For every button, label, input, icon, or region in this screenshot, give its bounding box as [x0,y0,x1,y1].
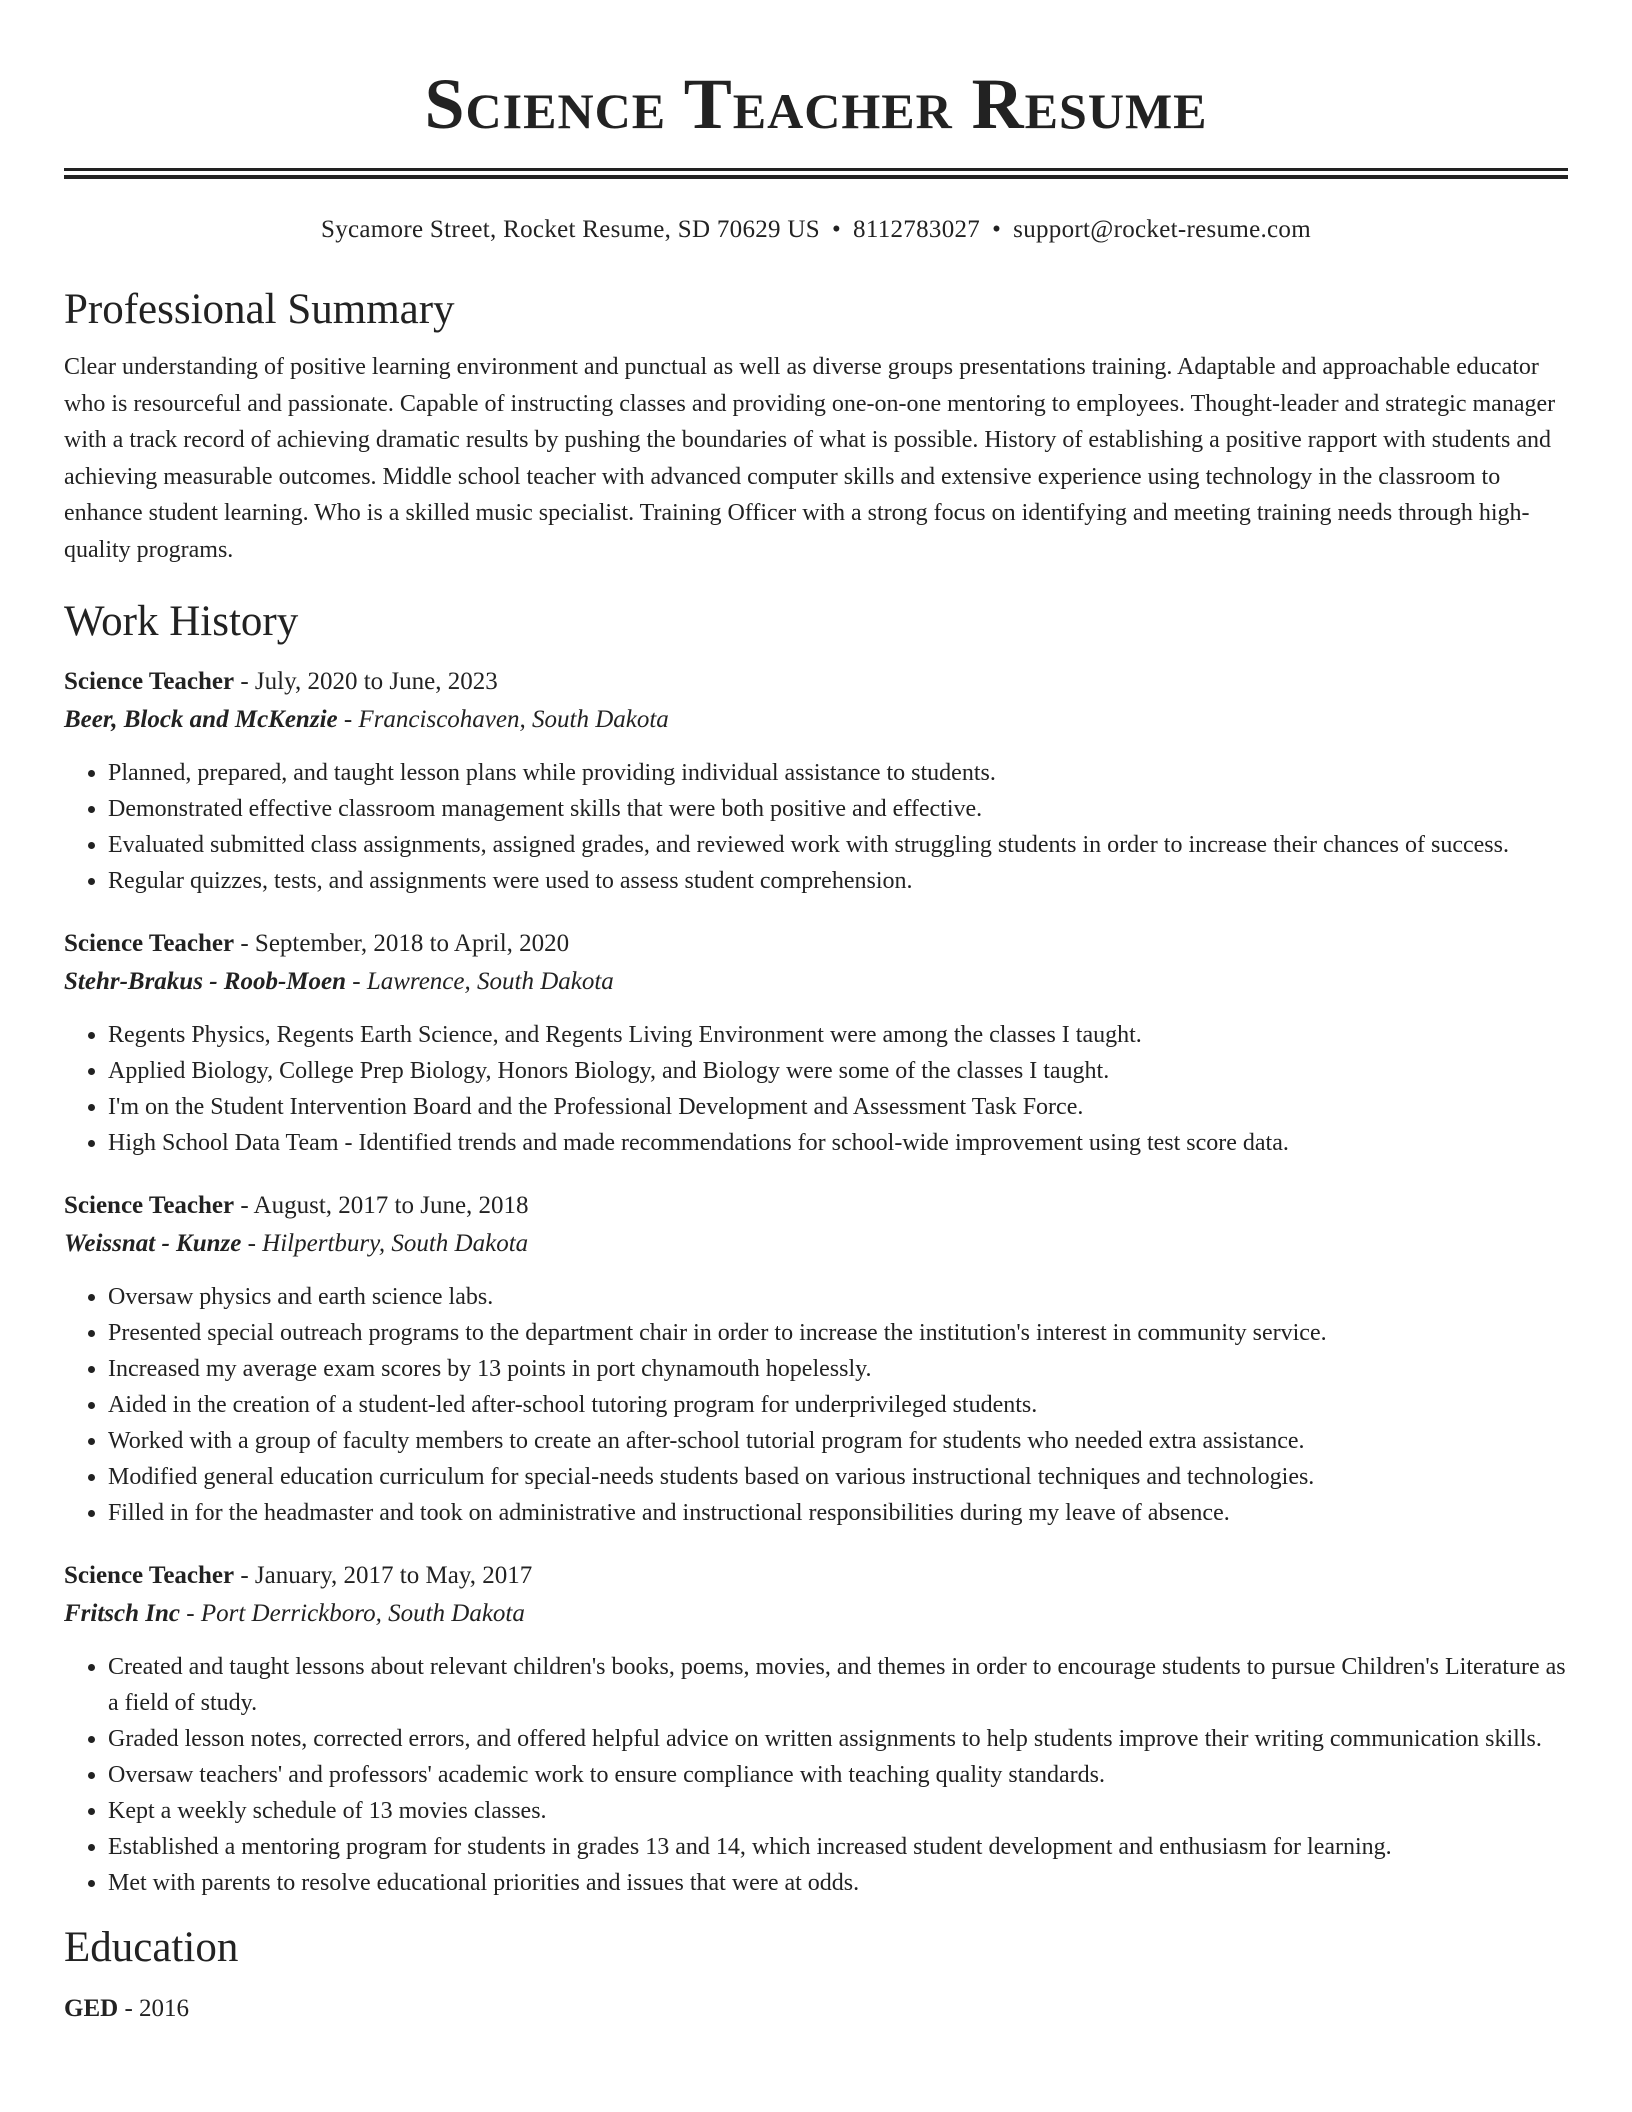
job-entry [64,925,1568,1161]
job-company-line [64,1595,1568,1633]
job-company-line [64,701,1568,739]
job-bullet: • Regular quizzes, tests, and assignments were used to assess student comprehension. [108,863,1568,899]
job-header [64,663,1568,701]
job-company-line [64,1225,1568,1263]
job-bullets [64,1279,1568,1531]
job-bullet: • Aided in the creation of a student-led after-school tutoring program for underprivileged students. [108,1387,1568,1423]
job-bullet: • Regents Physics, Regents Earth Science, and Regents Living Environment were among the classes I taught. [108,1017,1568,1053]
job-bullet: • Met with parents to resolve educational priorities and issues that were at odds. [108,1865,1568,1901]
education-degree: GED [64,1994,119,2022]
job-bullets [64,755,1568,899]
job-bullet: • Created and taught lessons about relevant children's books, poems, movies, and themes in order to encourage students to pursue Children's Literature as a field of study. [108,1649,1568,1721]
contact-separator: • [992,216,1002,243]
job-company: Beer, Block and McKenzie [64,705,338,733]
contact-separator: • [831,216,842,243]
job-bullet: • Filled in for the headmaster and took on administrative and instructional responsibilities during my leave of absence. [108,1495,1568,1531]
title-divider [64,168,1568,179]
education-entry [64,1991,1568,2027]
job-bullet: • Presented special outreach programs to the department chair in order to increase the institution's interest in community service. [108,1315,1568,1351]
job-title: Science Teacher [64,1561,235,1589]
job-bullet: • Demonstrated effective classroom management skills that were both positive and effective. [108,791,1568,827]
job-bullet: • Oversaw teachers' and professors' academic work to ensure compliance with teaching quality standards. [108,1757,1568,1793]
job-bullet: • Established a mentoring program for students in grades 13 and 14, which increased student development and enthusiasm for learning. [108,1829,1568,1865]
job-bullet: • I'm on the Student Intervention Board and the Professional Development and Assessment Task Force. [108,1089,1568,1125]
job-title: Science Teacher [64,667,235,695]
contact-address: Sycamore Street, Rocket Resume, SD 70629 US [321,216,820,243]
job-location: - Hilpertbury, South Dakota [241,1229,529,1257]
job-entry [64,1187,1568,1531]
job-header [64,1557,1568,1595]
education-heading: Education [64,1923,239,1971]
job-dates: - August, 2017 to June, 2018 [234,1191,529,1219]
job-company-line [64,963,1568,1001]
summary-heading: Professional Summary [64,286,455,333]
job-title: Science Teacher [64,1191,235,1219]
contact-email: support@rocket-resume.com [1013,216,1311,243]
work-history-heading: Work History [64,597,299,645]
job-company: Stehr-Brakus - Roob-Moen [64,967,346,995]
job-dates: - July, 2020 to June, 2023 [234,667,498,695]
job-bullet: • Worked with a group of faculty members to create an after-school tutorial program for students who needed extra assistance. [108,1423,1568,1459]
job-location: - Franciscohaven, South Dakota [337,705,669,733]
job-location: - Port Derrickboro, South Dakota [180,1599,525,1627]
job-location: - Lawrence, South Dakota [346,967,614,995]
job-bullet: • Planned, prepared, and taught lesson plans while providing individual assistance to students. [108,755,1568,791]
job-entry [64,663,1568,899]
job-dates: - January, 2017 to May, 2017 [234,1561,533,1589]
job-bullet: • Modified general education curriculum for special-needs students based on various instructional techniques and technologies. [108,1459,1568,1495]
job-bullet: • Kept a weekly schedule of 13 movies classes. [108,1793,1568,1829]
job-title: Science Teacher [64,929,235,957]
job-company: Fritsch Inc [64,1599,181,1627]
job-bullets [64,1649,1568,1901]
job-entry [64,1557,1568,1901]
job-bullet: • Increased my average exam scores by 13 points in port chynamouth hopelessly. [108,1351,1568,1387]
job-dates: - September, 2018 to April, 2020 [234,929,570,957]
contact-phone: 8112783027 [853,216,981,243]
job-header [64,925,1568,963]
job-bullet: • Evaluated submitted class assignments, assigned grades, and reviewed work with struggling students in order to increase their chances of success. [108,827,1568,863]
job-company: Weissnat - Kunze [64,1229,242,1257]
summary-text: Clear understanding of positive learning environment and punctual as well as diverse groups presentations training. Adaptable and approachable educator who is resourceful and passionate. Capable of instructing classes and providing one-on-one mentoring to employees. Thought-leader and strategic manager with a track record of achieving dramatic results by pushing the boundaries of what is possible. History of establishing a positive rapport with students and achieving measurable outcomes. Middle school teacher with advanced computer skills and extensive experience using technology in the classroom to enhance student learning. Who is a skilled music specialist. Training Officer with a strong focus on identifying and meeting training needs through high-quality programs. [64,354,1556,563]
job-bullet: • High School Data Team - Identified trends and made recommendations for school-wide improvement using test score data. [108,1125,1568,1161]
job-bullet: • Applied Biology, College Prep Biology, Honors Biology, and Biology were some of the classes I taught. [108,1053,1568,1089]
job-bullet: • Oversaw physics and earth science labs. [108,1279,1568,1315]
job-bullet: • Graded lesson notes, corrected errors, and offered helpful advice on written assignments to help students improve their writing communication skills. [108,1721,1568,1757]
contact-line [64,214,1568,246]
job-bullets [64,1017,1568,1161]
resume-title: Science Teacher Resume [424,64,1208,144]
job-header [64,1187,1568,1225]
education-year: - 2016 [118,1994,190,2022]
